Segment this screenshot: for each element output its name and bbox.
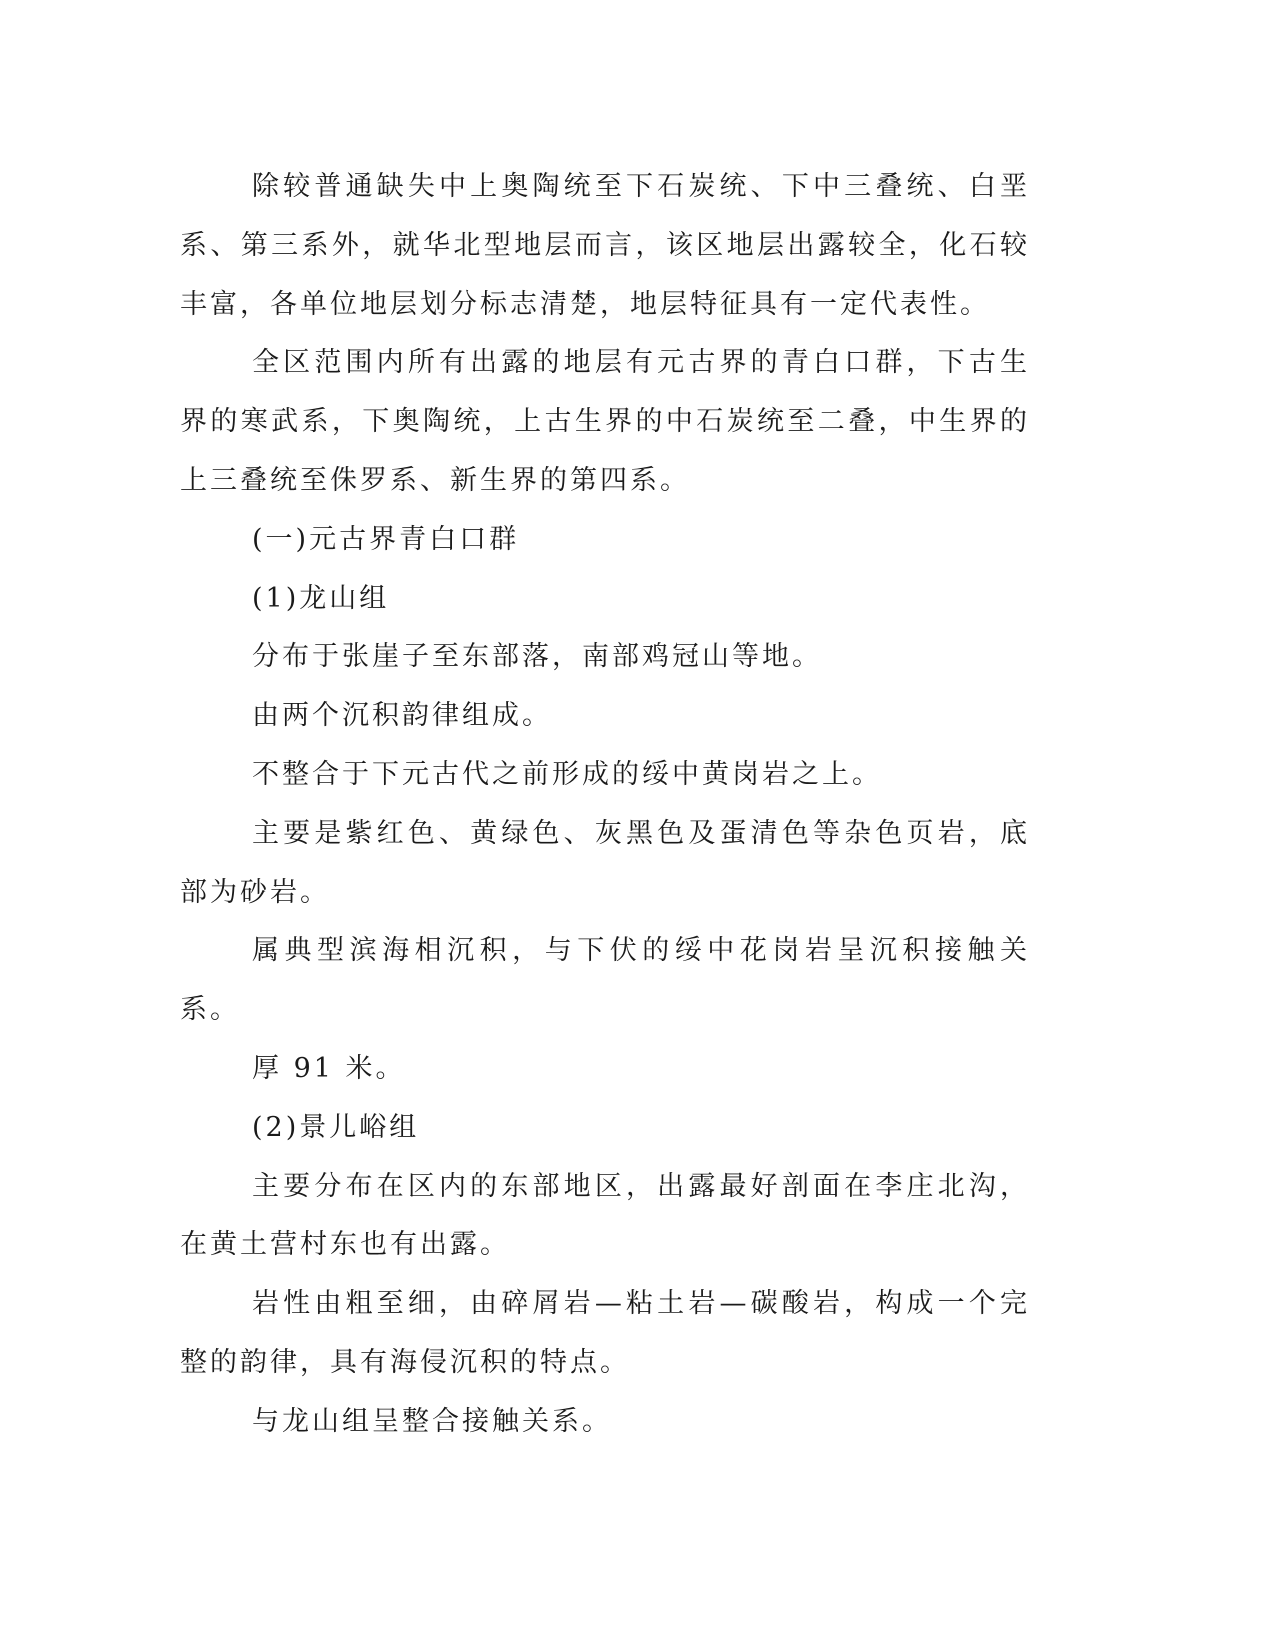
paragraph-strata-overview: 除较普通缺失中上奥陶统至下石炭统、下中三叠统、白垩系、第三系外，就华北型地层而言，该区地层出露较全，化石较丰富，各单位地层划分标志清楚，地层特征具有一定代表性。 bbox=[180, 171, 1030, 320]
document-body bbox=[180, 158, 1030, 1452]
paragraph-jingeryu-lithology: 岩性由粗至细，由碎屑岩—粘土岩—碳酸岩，构成一个完整的韵律，具有海侵沉积的特点。 bbox=[180, 1288, 1030, 1378]
paragraph-longshan-thickness: 厚 91 米。 bbox=[252, 1052, 406, 1084]
paragraph-longshan-distribution: 分布于张崖子至东部落，南部鸡冠山等地。 bbox=[252, 641, 822, 673]
subheading-longshan: (1)龙山组 bbox=[252, 582, 390, 614]
paragraph-jingeryu-contact: 与龙山组呈整合接触关系。 bbox=[252, 1405, 612, 1437]
paragraph-exposed-strata: 全区范围内所有出露的地层有元古界的青白口群，下古生界的寒武系，下奥陶统，上古生界的中石炭统至二叠，中生界的上三叠统至侏罗系、新生界的第四系。 bbox=[180, 347, 1030, 496]
paragraph-jingeryu-distribution: 主要分布在区内的东部地区，出露最好剖面在李庄北沟，在黄土营村东也有出露。 bbox=[180, 1170, 1030, 1261]
paragraph-longshan-unconformity: 不整合于下元古代之前形成的绥中黄岗岩之上。 bbox=[252, 758, 882, 790]
section-heading-qingbaikou: (一)元古界青白口群 bbox=[252, 523, 520, 555]
paragraph-longshan-rhythms: 由两个沉积韵律组成。 bbox=[252, 700, 552, 732]
paragraph-longshan-lithology: 主要是紫红色、黄绿色、灰黑色及蛋清色等杂色页岩，底部为砂岩。 bbox=[180, 817, 1030, 908]
subheading-jingeryu: (2)景儿峪组 bbox=[252, 1111, 420, 1143]
paragraph-longshan-contact: 属典型滨海相沉积，与下伏的绥中花岗岩呈沉积接触关系。 bbox=[180, 935, 1030, 1026]
